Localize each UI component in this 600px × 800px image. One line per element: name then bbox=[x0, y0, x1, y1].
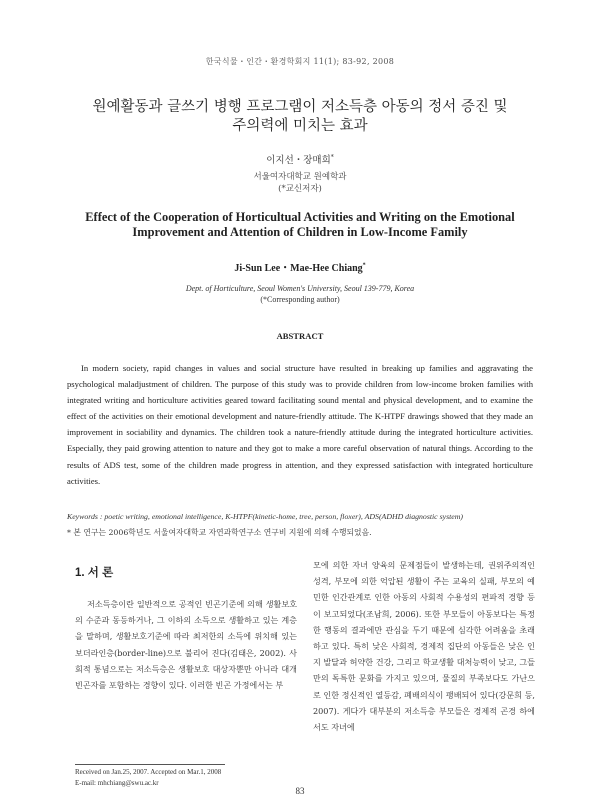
introduction-left-column: 저소득층이란 일반적으로 공적인 빈곤기준에 의해 생활보호의 수준과 동등하거나, 그 이하의 소득으로 생활하고 있는 계층을 말하며, 생활보호기준에 따라 최저한의 소득에 위치해 있는 보더라인층(border-line)으로 불리어 진다(김태은, 2002). 사회적 통념으로는 저소득층은 생활보호 대상자뿐만 아니라 대개 빈곤자를 포함하는 경향이 있다. 이러한 빈곤 가정에서는 부 bbox=[75, 599, 297, 691]
english-corresponding-note: (*Corresponding author) bbox=[260, 295, 340, 304]
english-corresponding-mark: * bbox=[362, 262, 366, 269]
english-authors bbox=[0, 259, 600, 274]
keywords-line: Keywords : poetic writing, emotional intelligence, K-HTPF(kinetic-home, tree, person, floxer), ADS(ADHD diagnostic system) bbox=[67, 512, 463, 521]
korean-affiliation-block bbox=[0, 171, 600, 195]
section-heading-introduction: 1. 서 론 bbox=[75, 567, 114, 579]
korean-title bbox=[60, 98, 540, 136]
abstract-heading: ABSTRACT bbox=[276, 331, 324, 341]
english-title-line-1: Effect of the Cooperation of Horticultual Activities and Writing on the Emotional bbox=[85, 210, 515, 224]
page-number: 83 bbox=[295, 786, 305, 796]
korean-authors bbox=[0, 152, 600, 166]
funding-note: * 본 연구는 2006학년도 서울여자대학교 자연과학연구소 연구비 지원에 의해 수행되었음. bbox=[67, 528, 372, 537]
korean-corresponding-mark: * bbox=[330, 153, 334, 161]
korean-title-line-2: 주의력에 미치는 효과 bbox=[232, 118, 368, 134]
english-title bbox=[50, 210, 550, 240]
korean-authors-names: 이지선・장매희 bbox=[266, 155, 331, 166]
footnote-email: E-mail: mhchiang@swu.ac.kr bbox=[75, 779, 159, 787]
footnote-received: Received on Jan.25, 2007. Accepted on Mar.1, 2008 bbox=[75, 768, 222, 776]
korean-corresponding-note: (*교신저자) bbox=[278, 184, 322, 194]
abstract-body: In modern society, rapid changes in values and social structure have resulted in breaking up families and aggravating the psychological maladjustment of children. The purpose of this study was to provide children from low-income broken families with integrated writing and horticulture activities geared toward facilitating sound mental and physical development, and to examine the effect of the activities on their emotional development and nature-friendly attitude. The K-HTPF drawings showed that they made an improvement in sociability and dynamics. The children took a nature-friendly attitude during the integrated horticulture activities. Especially, they paid growing attention to nature and they got to make a more careful observation of natural things. According to the results of ADS test, some of the children made progress in attention, and they expressed satisfaction with integrated horticulture activities. bbox=[67, 363, 533, 486]
introduction-right-column: 모에 의한 자녀 양육의 문제점들이 발생하는데, 권위주의적인 성격, 부모에 의한 억압된 생활이 주는 교육의 실패, 부모의 예민한 인간관계로 인한 아동의 사회적 수용성의 편파적 경향 등이 보고되었다(조남희, 2006). 또한 부모들이 아동보다는 특정한 행동의 결과에만 관심을 두기 때문에 심각한 어려움을 초래하고 있다. 특히 낮은 사회적, 경제적 집단의 아동들은 낮은 인지 발달과 허약한 건강, 그리고 학교생활 대처능력이 낮고, 그들만의 독특한 문화를 가지고 있으며, 물질의 부족보다도 가난으로 인한 정신적인 열등감, 폐배의식이 팽배되어 있다(강문희 등, 2007). 게다가 대부분의 저소득층 부모들은 경제적 곤경 하에서도 자녀에 bbox=[313, 560, 535, 733]
english-authors-names: Ji-Sun Lee・Mae-Hee Chiang bbox=[234, 263, 363, 274]
english-title-line-2: Improvement and Attention of Children in Low-Income Family bbox=[132, 225, 468, 239]
footnote-divider bbox=[75, 764, 225, 765]
korean-title-line-1: 원예활동과 글쓰기 병행 프로그램이 저소득층 아동의 정서 증진 및 bbox=[92, 99, 508, 115]
journal-header: 한국식물・인간・환경학회지 11(1); 83-92, 2008 bbox=[205, 57, 395, 66]
korean-affiliation: 서울여자대학교 원예학과 bbox=[253, 172, 347, 182]
english-affiliation: Dept. of Horticulture, Seoul Women's University, Seoul 139-779, Korea bbox=[185, 284, 415, 293]
english-affiliation-block bbox=[0, 283, 600, 305]
